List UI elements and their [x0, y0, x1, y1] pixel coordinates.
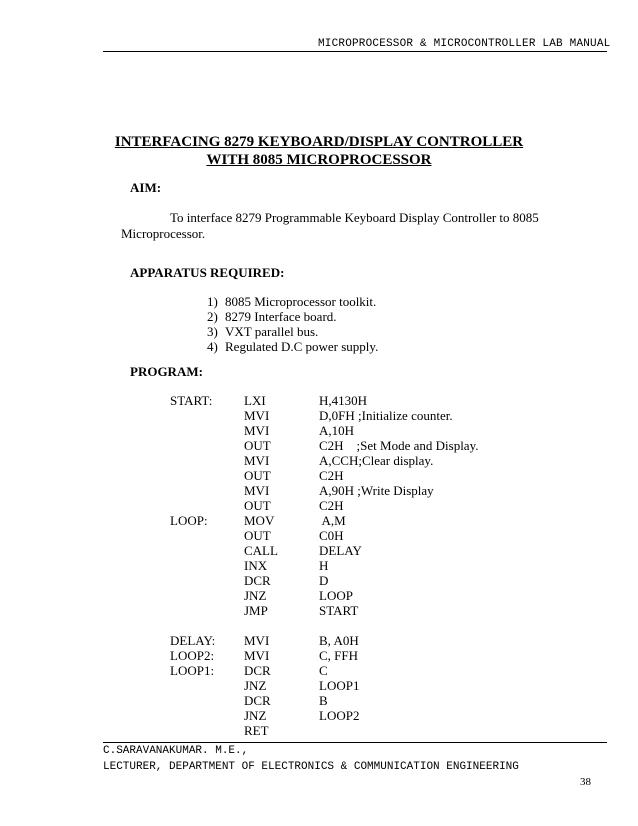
- code-operand: LOOP: [319, 588, 353, 603]
- code-opcode: MVI: [244, 408, 270, 423]
- code-operand: C, FFH: [319, 648, 359, 663]
- code-operand: C2H ;Set Mode and Display.: [319, 438, 479, 453]
- code-label: DELAY:: [170, 633, 216, 648]
- code-operand: D,0FH ;Initialize counter.: [319, 408, 453, 423]
- code-operand: A,10H: [319, 423, 355, 438]
- code-opcode: JNZ: [244, 588, 267, 603]
- code-operand: H,4130H: [319, 393, 368, 408]
- apparatus-item-text: 8085 Microprocessor toolkit.: [225, 294, 377, 309]
- code-operand: A,90H ;Write Display: [319, 483, 434, 498]
- code-operand: B, A0H: [319, 633, 359, 648]
- code-opcode: MVI: [244, 648, 270, 663]
- code-operand: LOOP1: [319, 678, 360, 693]
- code-opcode: OUT: [244, 438, 271, 453]
- code-operand: C2H: [319, 468, 344, 483]
- code-label: START:: [170, 393, 213, 408]
- code-opcode: OUT: [244, 528, 271, 543]
- code-label: LOOP2:: [170, 648, 215, 663]
- code-opcode: MVI: [244, 633, 270, 648]
- footer-author: C.SARAVANAKUMAR. M.E.,: [103, 745, 249, 757]
- code-opcode: OUT: [244, 498, 271, 513]
- code-opcode: MVI: [244, 483, 270, 498]
- code-label: LOOP:: [170, 513, 208, 528]
- code-opcode: LXI: [244, 393, 266, 408]
- code-opcode: MVI: [244, 453, 270, 468]
- code-operand: DELAY: [319, 543, 362, 558]
- apparatus-item: [207, 294, 378, 309]
- code-operand: C0H: [319, 528, 344, 543]
- code-opcode: JNZ: [244, 708, 267, 723]
- apparatus-item-text: VXT parallel bus.: [225, 324, 319, 339]
- code-operand: LOOP2: [319, 708, 360, 723]
- code-operand: A,CCH;Clear display.: [319, 453, 434, 468]
- code-opcode: JMP: [244, 603, 268, 618]
- code-operand: D: [319, 573, 329, 588]
- code-operand: START: [319, 603, 359, 618]
- code-opcode: DCR: [244, 693, 271, 708]
- aim-text-line-2: Microprocessor.: [121, 226, 206, 241]
- code-operand: H: [319, 558, 329, 573]
- footer-rule: [103, 742, 607, 743]
- apparatus-item-number: 3): [207, 324, 218, 339]
- experiment-title-line-2: WITH 8085 MICROPROCESSOR: [206, 152, 432, 168]
- aim-text-line-1: To interface 8279 Programmable Keyboard Display Controller to 8085: [170, 210, 539, 225]
- experiment-title-line-1: INTERFACING 8279 KEYBOARD/DISPLAY CONTROLLER: [114, 134, 524, 150]
- code-operand: C2H: [319, 498, 344, 513]
- page-number: 38: [580, 776, 591, 788]
- apparatus-item-number: 2): [207, 309, 218, 324]
- code-opcode: OUT: [244, 468, 271, 483]
- code-opcode: MVI: [244, 423, 270, 438]
- apparatus-item-number: 4): [207, 339, 218, 354]
- apparatus-item: [207, 324, 378, 339]
- apparatus-list: [207, 294, 378, 354]
- code-operand: A,M: [319, 513, 346, 528]
- apparatus-heading: APPARATUS REQUIRED:: [130, 265, 285, 280]
- apparatus-item: [207, 309, 378, 324]
- apparatus-item-text: 8279 Interface board.: [225, 309, 337, 324]
- code-operand: C: [319, 663, 328, 678]
- running-header: MICROPROCESSOR & MICROCONTROLLER LAB MANUAL: [318, 38, 611, 50]
- code-opcode: JNZ: [244, 678, 267, 693]
- code-opcode: DCR: [244, 663, 271, 678]
- footer-position: LECTURER, DEPARTMENT OF ELECTRONICS & COMMUNICATION ENGINEERING: [103, 761, 519, 773]
- code-opcode: INX: [244, 558, 268, 573]
- code-opcode: DCR: [244, 573, 271, 588]
- code-operand: B: [319, 693, 328, 708]
- program-heading: PROGRAM:: [130, 364, 203, 379]
- code-label: LOOP1:: [170, 663, 215, 678]
- code-opcode: MOV: [244, 513, 275, 528]
- code-opcode: CALL: [244, 543, 278, 558]
- apparatus-item-number: 1): [207, 294, 218, 309]
- apparatus-item-text: Regulated D.C power supply.: [225, 339, 379, 354]
- code-opcode: RET: [244, 723, 269, 738]
- header-rule: [103, 51, 607, 52]
- apparatus-item: [207, 339, 378, 354]
- aim-heading: AIM:: [130, 180, 162, 195]
